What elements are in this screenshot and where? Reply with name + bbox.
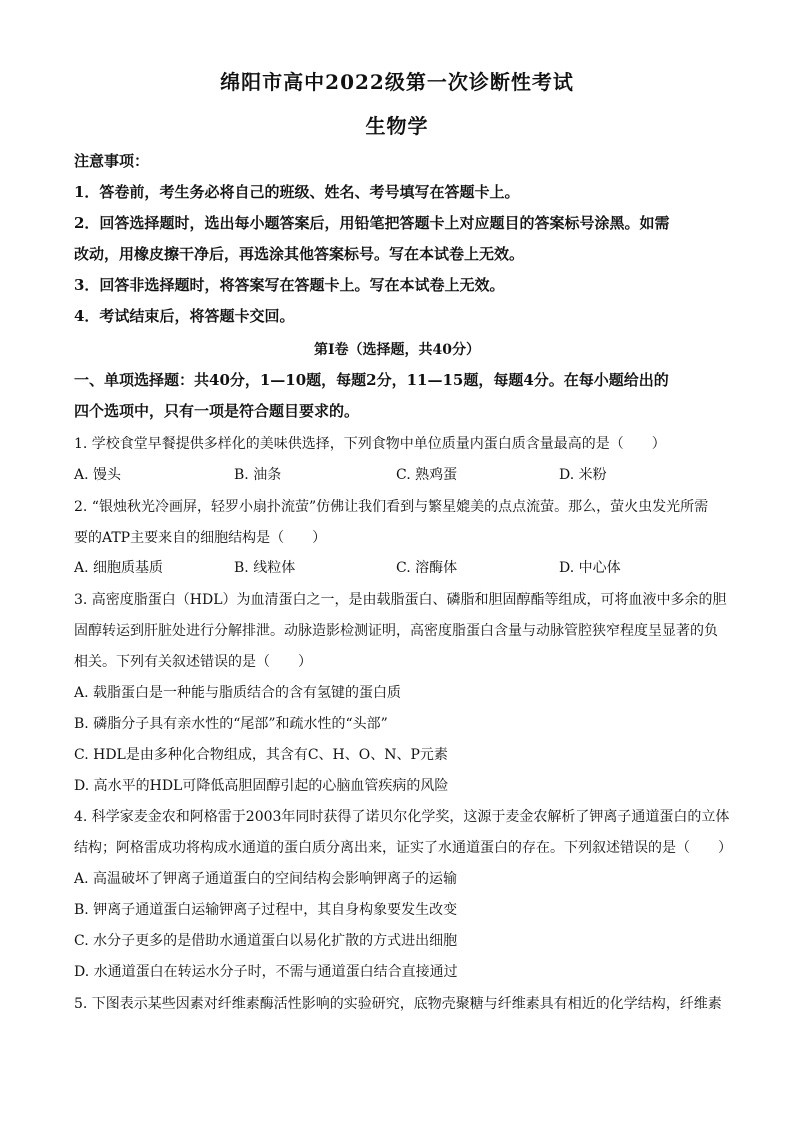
note-line-2-cont: 改动，用橡皮擦干净后，再选涂其他答案标号。写在本试卷上无效。 [74,245,525,263]
notes-heading: 注意事项： [74,152,150,170]
note-line-2: 2．回答选择题时，选出每小题答案后，用铅笔把答题卡上对应题目的答案标号涂黑。如需 [74,214,670,232]
q3-option-b: B. 磷脂分子具有亲水性的“尾部”和疏水性的“头部” [74,716,388,732]
q2-stem-line-2: 要的ATP主要来自的细胞结构是（ ） [74,530,327,546]
note-line-4: 4．考试结束后，将答题卡交回。 [74,307,295,325]
q2-option-a: A. 细胞质基质 [74,560,164,576]
note-line-3: 3．回答非选择题时，将答案写在答题卡上。写在本试卷上无效。 [74,276,505,294]
q1-stem: 1. 学校食堂早餐提供多样化的美味供选择，下列食物中单位质量内蛋白质含量最高的是（ ） [74,436,666,452]
q3-option-c: C. HDL是由多种化合物组成，其含有C、H、O、N、P元素 [74,747,448,763]
q2-stem-line-1: 2. “银烛秋光冷画屏，轻罗小扇扑流萤”仿佛让我们看到与繁星媲美的点点流萤。那么，萤火虫发光所需 [74,499,709,515]
q4-option-a: A. 高温破坏了钾离子通道蛋白的空间结构会影响钾离子的运输 [74,871,458,887]
q3-option-d: D. 高水平的HDL可降低高胆固醇引起的心脑血管疾病的风险 [74,778,449,794]
note-line-1: 1．答卷前，考生务必将自己的班级、姓名、考号填写在答题卡上。 [74,183,520,201]
q3-stem-line-2: 固醇转运到肝脏处进行分解排泄。动脉造影检测证明，高密度脂蛋白含量与动脉管腔狭窄程度呈显著的负 [74,623,718,639]
q1-option-c: C. 熟鸡蛋 [396,467,458,483]
q1-option-b: B. 油条 [234,467,282,483]
q2-option-d: D. 中心体 [559,560,621,576]
section-title: 第Ⅰ卷（选择题，共40分） [313,342,481,358]
q4-stem-line-1: 4. 科学家麦金农和阿格雷于2003年同时获得了诺贝尔化学奖，这源于麦金农解析了钾离子通道蛋白的立体 [74,809,730,825]
q4-option-d: D. 水通道蛋白在转运水分子时，不需与通道蛋白结合直接通过 [74,964,458,980]
q3-stem-line-1: 3. 高密度脂蛋白（HDL）为血清蛋白之一，是由载脂蛋白、磷脂和胆固醇酯等组成，可将血液中多余的胆 [74,592,727,608]
subject-title: 生物学 [365,114,429,138]
q1-option-a: A. 馒头 [74,467,122,483]
section-instructions-2: 四个选项中，只有一项是符合题目要求的。 [74,402,360,420]
q4-option-c: C. 水分子更多的是借助水通道蛋白以易化扩散的方式进出细胞 [74,933,458,949]
q3-option-a: A. 载脂蛋白是一种能与脂质结合的含有氢键的蛋白质 [74,685,402,701]
q3-stem-line-3: 相关。下列有关叙述错误的是（ ） [74,654,312,670]
q2-option-c: C. 溶酶体 [396,560,458,576]
exam-title: 绵阳市高中2022级第一次诊断性考试 [220,70,574,94]
q1-option-d: D. 米粉 [559,467,607,483]
q4-stem-line-2: 结构；阿格雷成功将构成水通道的蛋白质分离出来，证实了水通道蛋白的存在。下列叙述错误的是（ ） [74,840,732,856]
q5-stem: 5. 下图表示某些因素对纤维素酶活性影响的实验研究，底物壳聚糖与纤维素具有相近的化学结构，纤维素 [74,996,722,1012]
section-instructions-1: 一、单项选择题：共40分，1—10题，每题2分，11—15题，每题4分。在每小题给出的 [74,371,669,389]
q2-option-b: B. 线粒体 [234,560,296,576]
q4-option-b: B. 钾离子通道蛋白运输钾离子过程中，其自身构象要发生改变 [74,902,458,918]
